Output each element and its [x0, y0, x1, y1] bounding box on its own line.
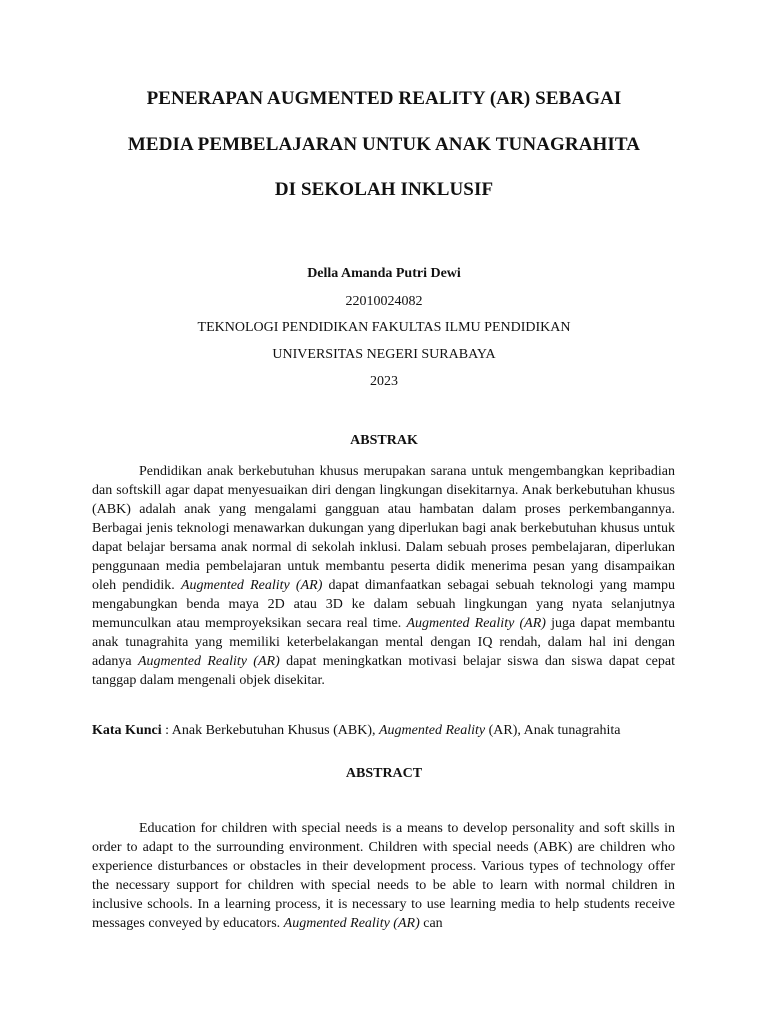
- abstrak-ar-term-2: Augmented Reality (AR): [406, 616, 546, 631]
- title-line-2: MEDIA PEMBELAJARAN UNTUK ANAK TUNAGRAHITA: [127, 134, 641, 155]
- abstrak-heading: ABSTRAK: [350, 433, 418, 448]
- abstract-text-2: can: [423, 916, 443, 931]
- author-year: 2023: [370, 374, 398, 389]
- keywords-text-1: : Anak Berkebutuhan Khusus (ABK),: [161, 723, 376, 738]
- title-line-1: PENERAPAN AUGMENTED REALITY (AR) SEBAGAI: [146, 88, 622, 109]
- abstract-ar-term: Augmented Reality (AR): [283, 916, 420, 931]
- author-university: UNIVERSITAS NEGERI SURABAYA: [272, 347, 496, 362]
- abstrak-text-1: Pendidikan anak berkebutuhan khusus merupakan sarana untuk mengembangkan kepribadian dan softskill agar dapat menyesuaikan diri dengan lingkungan disekitarnya. Anak berkebutuhan khusus (ABK) adalah anak yang mengalami gangguan atau hambatan dalam proses perkembangannya. Berbagai jenis teknologi menawarkan dukungan yang diperlukan bagi anak berkebutuhan khusus untuk dapat belajar bersama anak normal di sekolah inklusi. Dalam sebuah proses pembelajaran, diperlukan penggunaan media pembelajaran untuk membantu peserta didik menerima pesan yang disampaikan oleh pendidik.: [92, 464, 675, 593]
- abstract-heading: ABSTRACT: [345, 766, 423, 781]
- author-name: Della Amanda Putri Dewi: [307, 266, 461, 281]
- abstrak-text-3: juga dapat membantu anak tunagrahita yang memiliki keterbelakangan mental dengan IQ rendah, dalam hal ini dengan adanya: [92, 616, 675, 669]
- abstrak-ar-term-1: Augmented Reality (AR): [180, 578, 323, 593]
- abstract-text-1: Education for children with special needs is a means to develop personality and soft skills in order to adapt to the surrounding environment. Children with special needs (ABK) are children who experience disturbances or obstacles in their development process. Various types of technology offer the necessary support for children with special needs to be able to learn with normal children in inclusive schools. In a learning process, it is necessary to use learning media to help students receive messages conveyed by educators.: [92, 821, 675, 931]
- title-line-3: DI SEKOLAH INKLUSIF: [274, 179, 494, 200]
- abstrak-text-2: dapat dimanfaatkan sebagai sebuah teknologi yang mampu mengabungkan benda maya 2D atau 3D ke dalam sebuah lingkungan yang nyata selanjutnya memunculkan atau memproyeksikan secara real time.: [92, 578, 676, 631]
- abstrak-text-4: dapat meningkatkan motivasi belajar siswa dan siswa dapat cepat tanggap dalam mengenali objek disekitar.: [92, 654, 676, 688]
- keywords-line: [92, 723, 692, 739]
- author-id: 22010024082: [345, 294, 423, 309]
- keywords-ar-term: Augmented Reality: [379, 723, 486, 738]
- abstract-paragraph: [92, 819, 675, 933]
- author-department: TEKNOLOGI PENDIDIKAN FAKULTAS ILMU PENDIDIKAN: [197, 320, 571, 335]
- keywords-label: Kata Kunci: [92, 723, 162, 738]
- abstrak-paragraph: [92, 462, 675, 690]
- abstrak-ar-term-3: Augmented Reality (AR): [138, 654, 280, 669]
- keywords-text-2: (AR), Anak tunagrahita: [488, 723, 621, 738]
